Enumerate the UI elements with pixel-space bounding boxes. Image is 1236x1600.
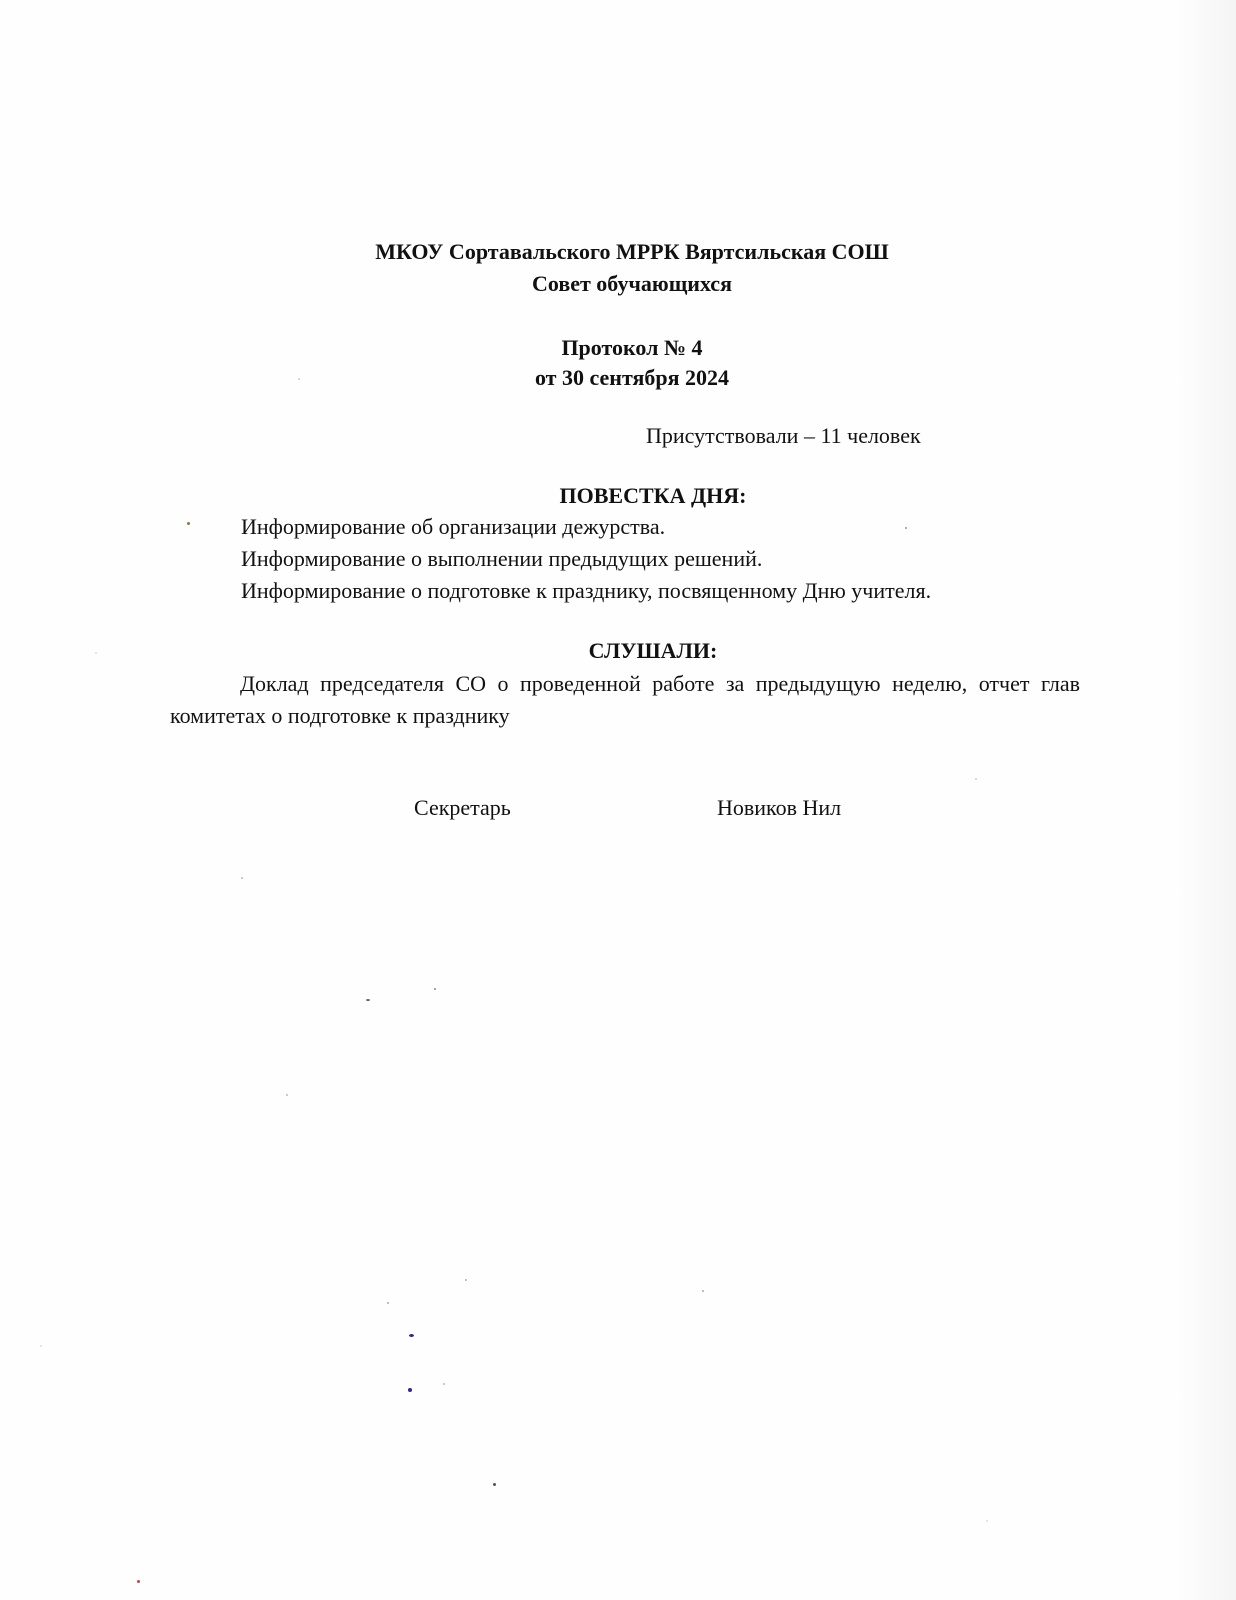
- scan-speck: [366, 999, 370, 1001]
- agenda-heading: ПОВЕСТКА ДНЯ:: [559, 483, 747, 508]
- agenda-item-2: Информирование о выполнении предыдущих решений.: [241, 546, 763, 571]
- heard-paragraph: Доклад председателя СО о проведенной работе за предыдущую неделю, отчет глав комитетах о подготовке к празднику: [170, 671, 1080, 728]
- scan-speck: [409, 1334, 414, 1337]
- scan-speck: [286, 1094, 288, 1096]
- scan-speck: [95, 652, 97, 654]
- scan-speck: [493, 1483, 496, 1486]
- scan-speck: [387, 1302, 389, 1304]
- agenda-item-3: Информирование о подготовке к празднику, посвященному Дню учителя.: [241, 578, 932, 603]
- scan-speck: [905, 527, 907, 529]
- protocol-date: от 30 сентября 2024: [534, 365, 730, 390]
- scan-speck: [241, 877, 243, 879]
- agenda-item-1: Информирование об организации дежурства.: [241, 514, 666, 539]
- scan-speck: [187, 522, 190, 525]
- scan-speck: [465, 1279, 467, 1281]
- signature-name: Новиков Нил: [717, 795, 842, 820]
- scan-speck: [434, 988, 436, 990]
- organization-title: МКОУ Сортавальского МРРК Вяртсильская СОШ: [375, 239, 889, 264]
- scan-speck: [975, 778, 977, 780]
- scan-speck: [298, 378, 300, 380]
- scan-speck: [702, 1290, 704, 1292]
- scan-speck: [137, 1580, 140, 1583]
- protocol-number: Протокол № 4: [561, 335, 703, 360]
- attendance-line: Присутствовали – 11 человек: [646, 423, 921, 448]
- scan-speck: [443, 1383, 445, 1385]
- heard-heading: СЛУШАЛИ:: [588, 638, 718, 663]
- scan-speck: [40, 1345, 42, 1347]
- signature-role: Секретарь: [414, 795, 511, 820]
- council-title: Совет обучающихся: [532, 271, 732, 296]
- scan-speck: [408, 1388, 412, 1392]
- scan-speck: [986, 1520, 988, 1522]
